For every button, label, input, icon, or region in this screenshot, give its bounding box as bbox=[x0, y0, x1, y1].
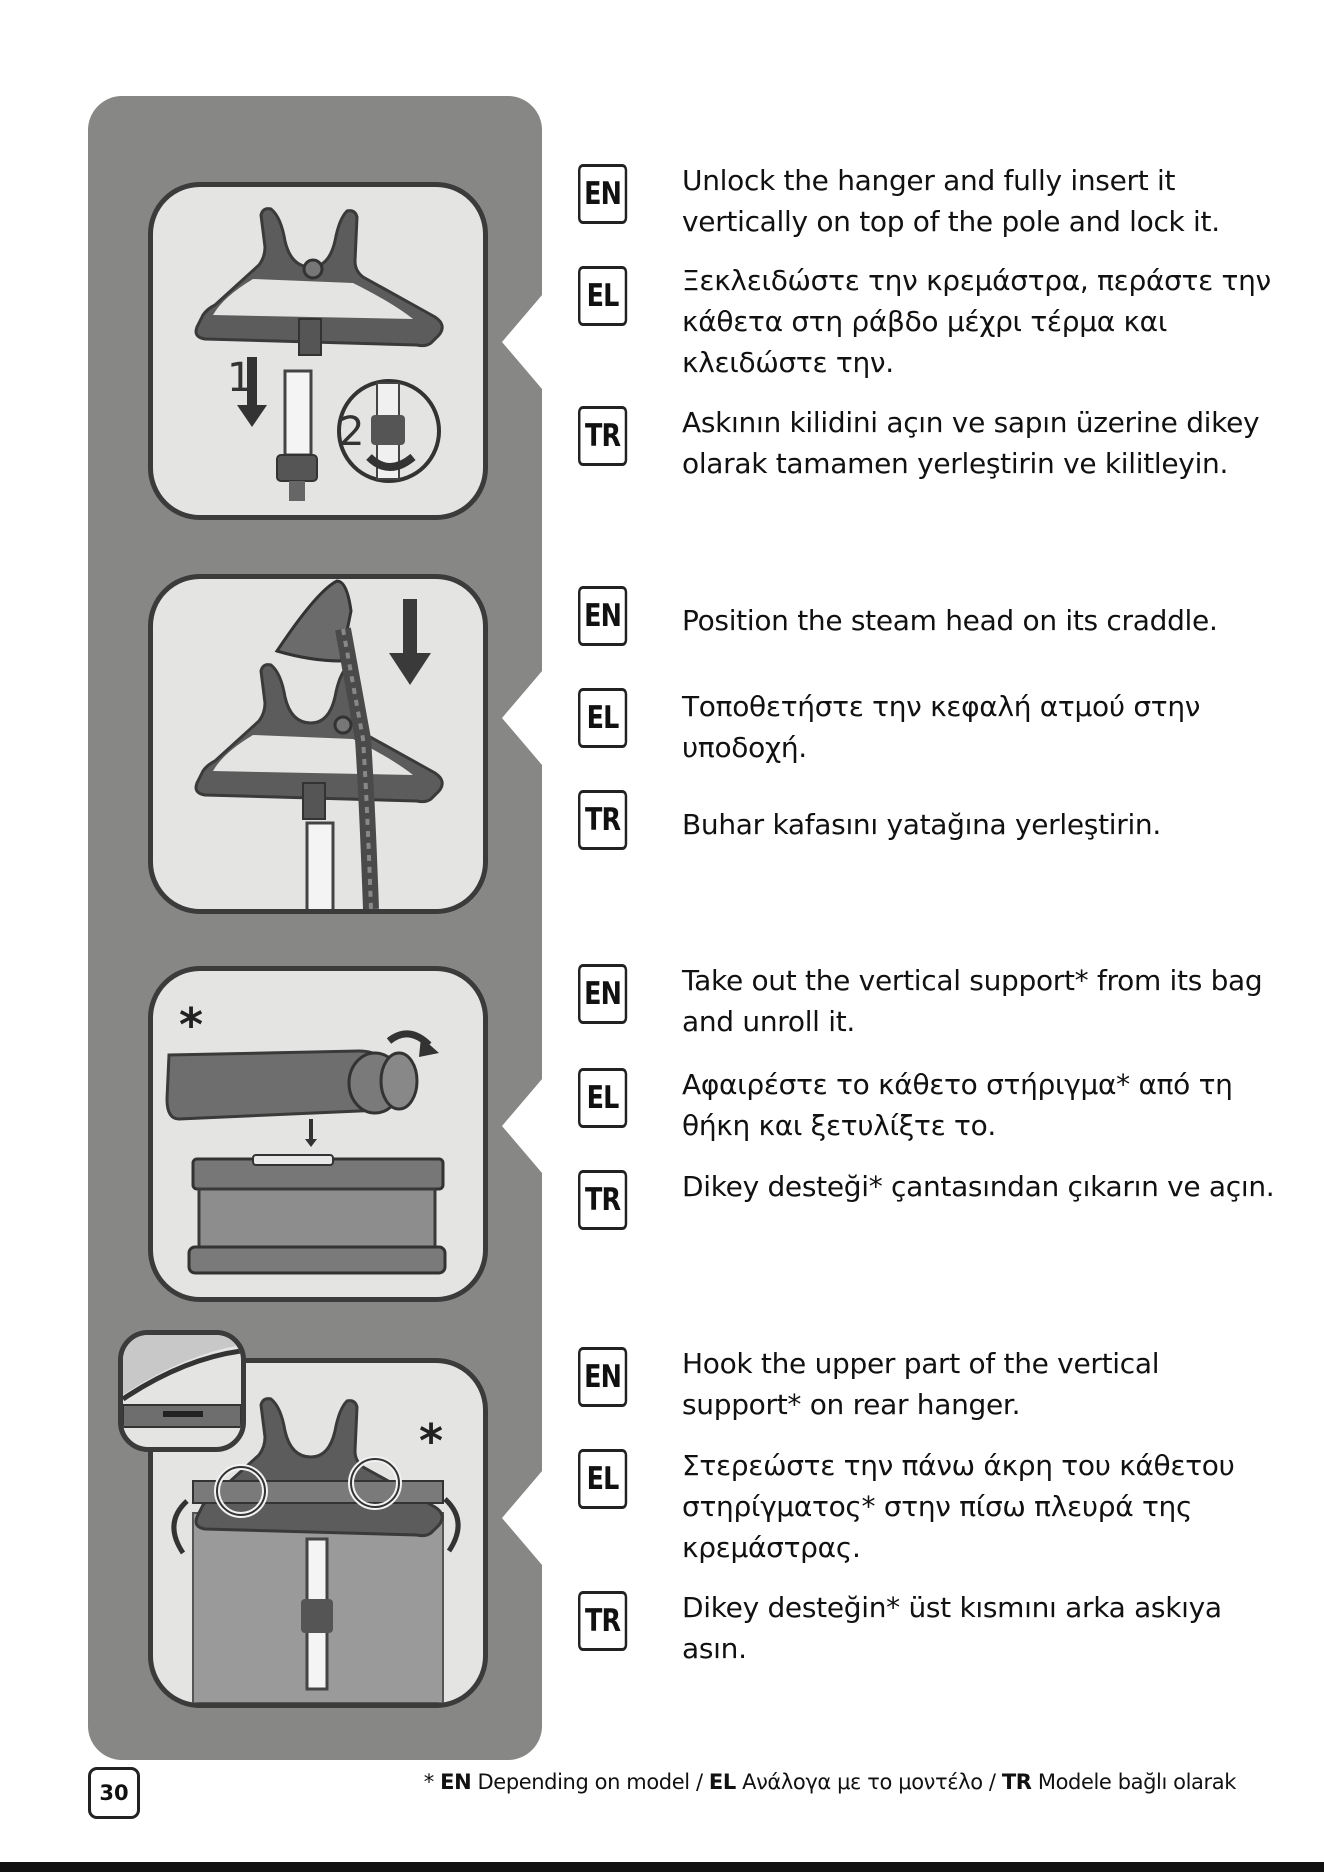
lang-badge-el: EL bbox=[578, 688, 627, 748]
instruction-el: Στερεώστε την πάνω άκρη του κάθετου στηρίγματος* στην πίσω πλευρά της κρεμάστρας. bbox=[682, 1449, 1235, 1564]
pointer-notch bbox=[502, 288, 548, 396]
lang-badge-tr: TR bbox=[578, 406, 627, 466]
bottom-rule bbox=[0, 1862, 1324, 1872]
instruction-el: Ξεκλειδώστε την κρεμάστρα, περάστε την κάθετα στη ράβδο μέχρι τέρμα και κλειδώστε την. bbox=[682, 264, 1271, 379]
instruction-el: Αφαιρέστε το κάθετο στήριγμα* από τη θήκη και ξετυλίξτε το. bbox=[682, 1068, 1233, 1142]
pointer-notch bbox=[502, 1072, 548, 1180]
instruction-tr: Askının kilidini açın ve sapın üzerine dikey olarak tamamen yerleştirin ve kilitleyin. bbox=[682, 406, 1260, 480]
instruction-en: Take out the vertical support* from its bag and unroll it. bbox=[682, 964, 1263, 1038]
asterisk-mark: * bbox=[179, 998, 204, 1052]
lang-badge-el: EL bbox=[578, 266, 627, 326]
asterisk-mark: * bbox=[419, 1414, 444, 1468]
lang-badge-el: EL bbox=[578, 1449, 627, 1509]
illustration-steam-head bbox=[148, 574, 488, 914]
illustration-unroll-support bbox=[148, 966, 488, 1302]
lang-badge-en: EN bbox=[578, 586, 627, 646]
footnote-en-text: Depending on model / bbox=[471, 1770, 709, 1794]
footnote-en-code: EN bbox=[440, 1770, 472, 1794]
instruction-el: Τοποθετήστε την κεφαλή ατμού στην υποδοχή. bbox=[682, 690, 1201, 764]
instruction-tr: Dikey desteğin* üst kısmını arka askıya asın. bbox=[682, 1591, 1222, 1665]
lang-badge-en: EN bbox=[578, 164, 627, 224]
instruction-en: Unlock the hanger and fully insert it vertically on top of the pole and lock it. bbox=[682, 164, 1220, 238]
step-mark-2: 2 bbox=[339, 409, 365, 455]
footnote-star: * bbox=[423, 1770, 441, 1794]
lang-badge-tr: TR bbox=[578, 1591, 627, 1651]
footnote-tr-code: TR bbox=[1001, 1770, 1032, 1794]
pointer-notch bbox=[502, 664, 548, 772]
lang-badge-en: EN bbox=[578, 1347, 627, 1407]
instruction-tr: Buhar kafasını yatağına yerleştirin. bbox=[682, 808, 1161, 841]
page-number: 30 bbox=[88, 1767, 140, 1819]
footnote bbox=[424, 1770, 1236, 1794]
instruction-tr: Dikey desteği* çantasından çıkarın ve açın. bbox=[682, 1170, 1275, 1203]
step-mark-1: 1 bbox=[227, 355, 253, 401]
footnote-tr-text: Modele bağlı olarak bbox=[1031, 1770, 1236, 1794]
pointer-notch bbox=[502, 1464, 548, 1572]
illustration-hanger-insert bbox=[148, 182, 488, 520]
footnote-el-code: EL bbox=[708, 1770, 736, 1794]
instruction-en: Hook the upper part of the vertical support* on rear hanger. bbox=[682, 1347, 1160, 1421]
footnote-el-text: Ανάλογα με το μοντέλο / bbox=[735, 1770, 1002, 1794]
lang-badge-tr: TR bbox=[578, 790, 627, 850]
instruction-en: Position the steam head on its craddle. bbox=[682, 604, 1218, 637]
lang-badge-en: EN bbox=[578, 964, 627, 1024]
lang-badge-el: EL bbox=[578, 1068, 627, 1128]
detail-inset bbox=[118, 1330, 246, 1452]
lang-badge-tr: TR bbox=[578, 1170, 627, 1230]
